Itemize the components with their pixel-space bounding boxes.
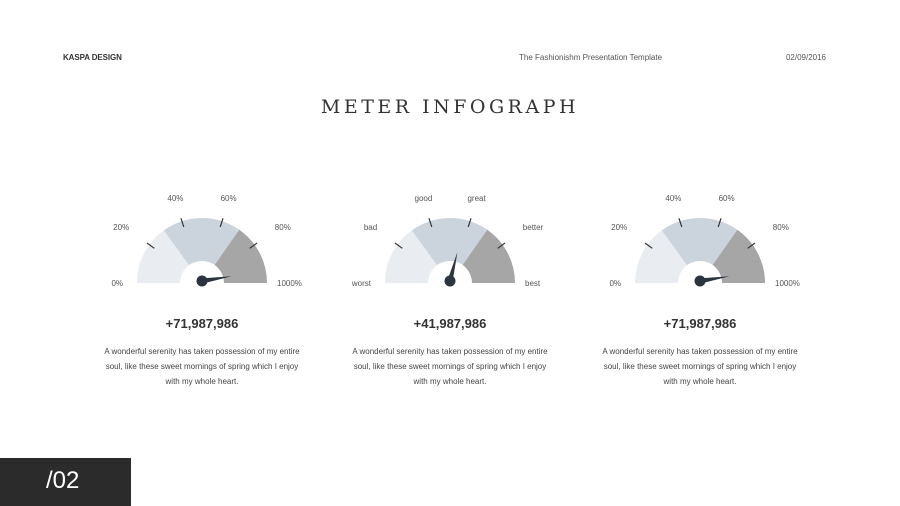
page-number-badge <box>0 458 131 506</box>
gauge-label-6: 1000% <box>277 279 302 288</box>
gauge-label-6: 1000% <box>775 279 800 288</box>
slide-title: METER INFOGRAPH <box>320 96 580 118</box>
meter-1 <box>92 190 312 420</box>
gauge-label-2: 20% <box>611 223 628 233</box>
gauge-label-2: bad <box>363 223 378 233</box>
gauge-needle-pivot <box>445 276 456 287</box>
gauge-label-3: good <box>414 194 433 204</box>
gauge-needle-pivot <box>695 276 706 287</box>
gauge-2 <box>340 190 560 300</box>
meter-3 <box>590 190 810 420</box>
gauge-label-1: worst <box>351 279 371 288</box>
gauge-label-2: 20% <box>113 223 130 233</box>
meter-description-2: A wonderful serenity has taken possession of my entire soul, like these sweet mornings of spring which I enjoy with my whole heart. <box>352 347 548 386</box>
meter-2 <box>340 190 560 420</box>
gauge-label-5: 80% <box>274 223 291 233</box>
gauge-label-4: 60% <box>718 194 735 204</box>
gauge-label-4: great <box>467 194 486 204</box>
presentation-subtitle: The Fashionishm Presentation Template <box>519 53 663 62</box>
presentation-date: 02/09/2016 <box>785 53 826 62</box>
gauge-label-1: 0% <box>111 279 123 288</box>
meter-value-3: +71,987,986 <box>663 316 737 331</box>
gauge-3 <box>590 190 810 300</box>
gauge-label-1: 0% <box>609 279 621 288</box>
gauge-label-3: 40% <box>665 194 682 204</box>
gauge-label-5: 80% <box>772 223 789 233</box>
brand-name: KASPA DESIGN <box>63 53 122 62</box>
page-number: /02 <box>46 467 80 494</box>
gauge-needle-pivot <box>197 276 208 287</box>
gauge-label-5: better <box>522 223 544 233</box>
meter-value-1: +71,987,986 <box>165 316 239 331</box>
gauge-label-4: 60% <box>220 194 237 204</box>
meter-description-1: A wonderful serenity has taken possession of my entire soul, like these sweet mornings of spring which I enjoy with my whole heart. <box>104 347 300 386</box>
meter-description-3: A wonderful serenity has taken possession of my entire soul, like these sweet mornings of spring which I enjoy with my whole heart. <box>602 347 798 386</box>
gauge-1 <box>92 190 312 300</box>
meter-value-2: +41,987,986 <box>413 316 487 331</box>
gauge-label-3: 40% <box>167 194 184 204</box>
gauge-label-6: best <box>525 279 541 288</box>
